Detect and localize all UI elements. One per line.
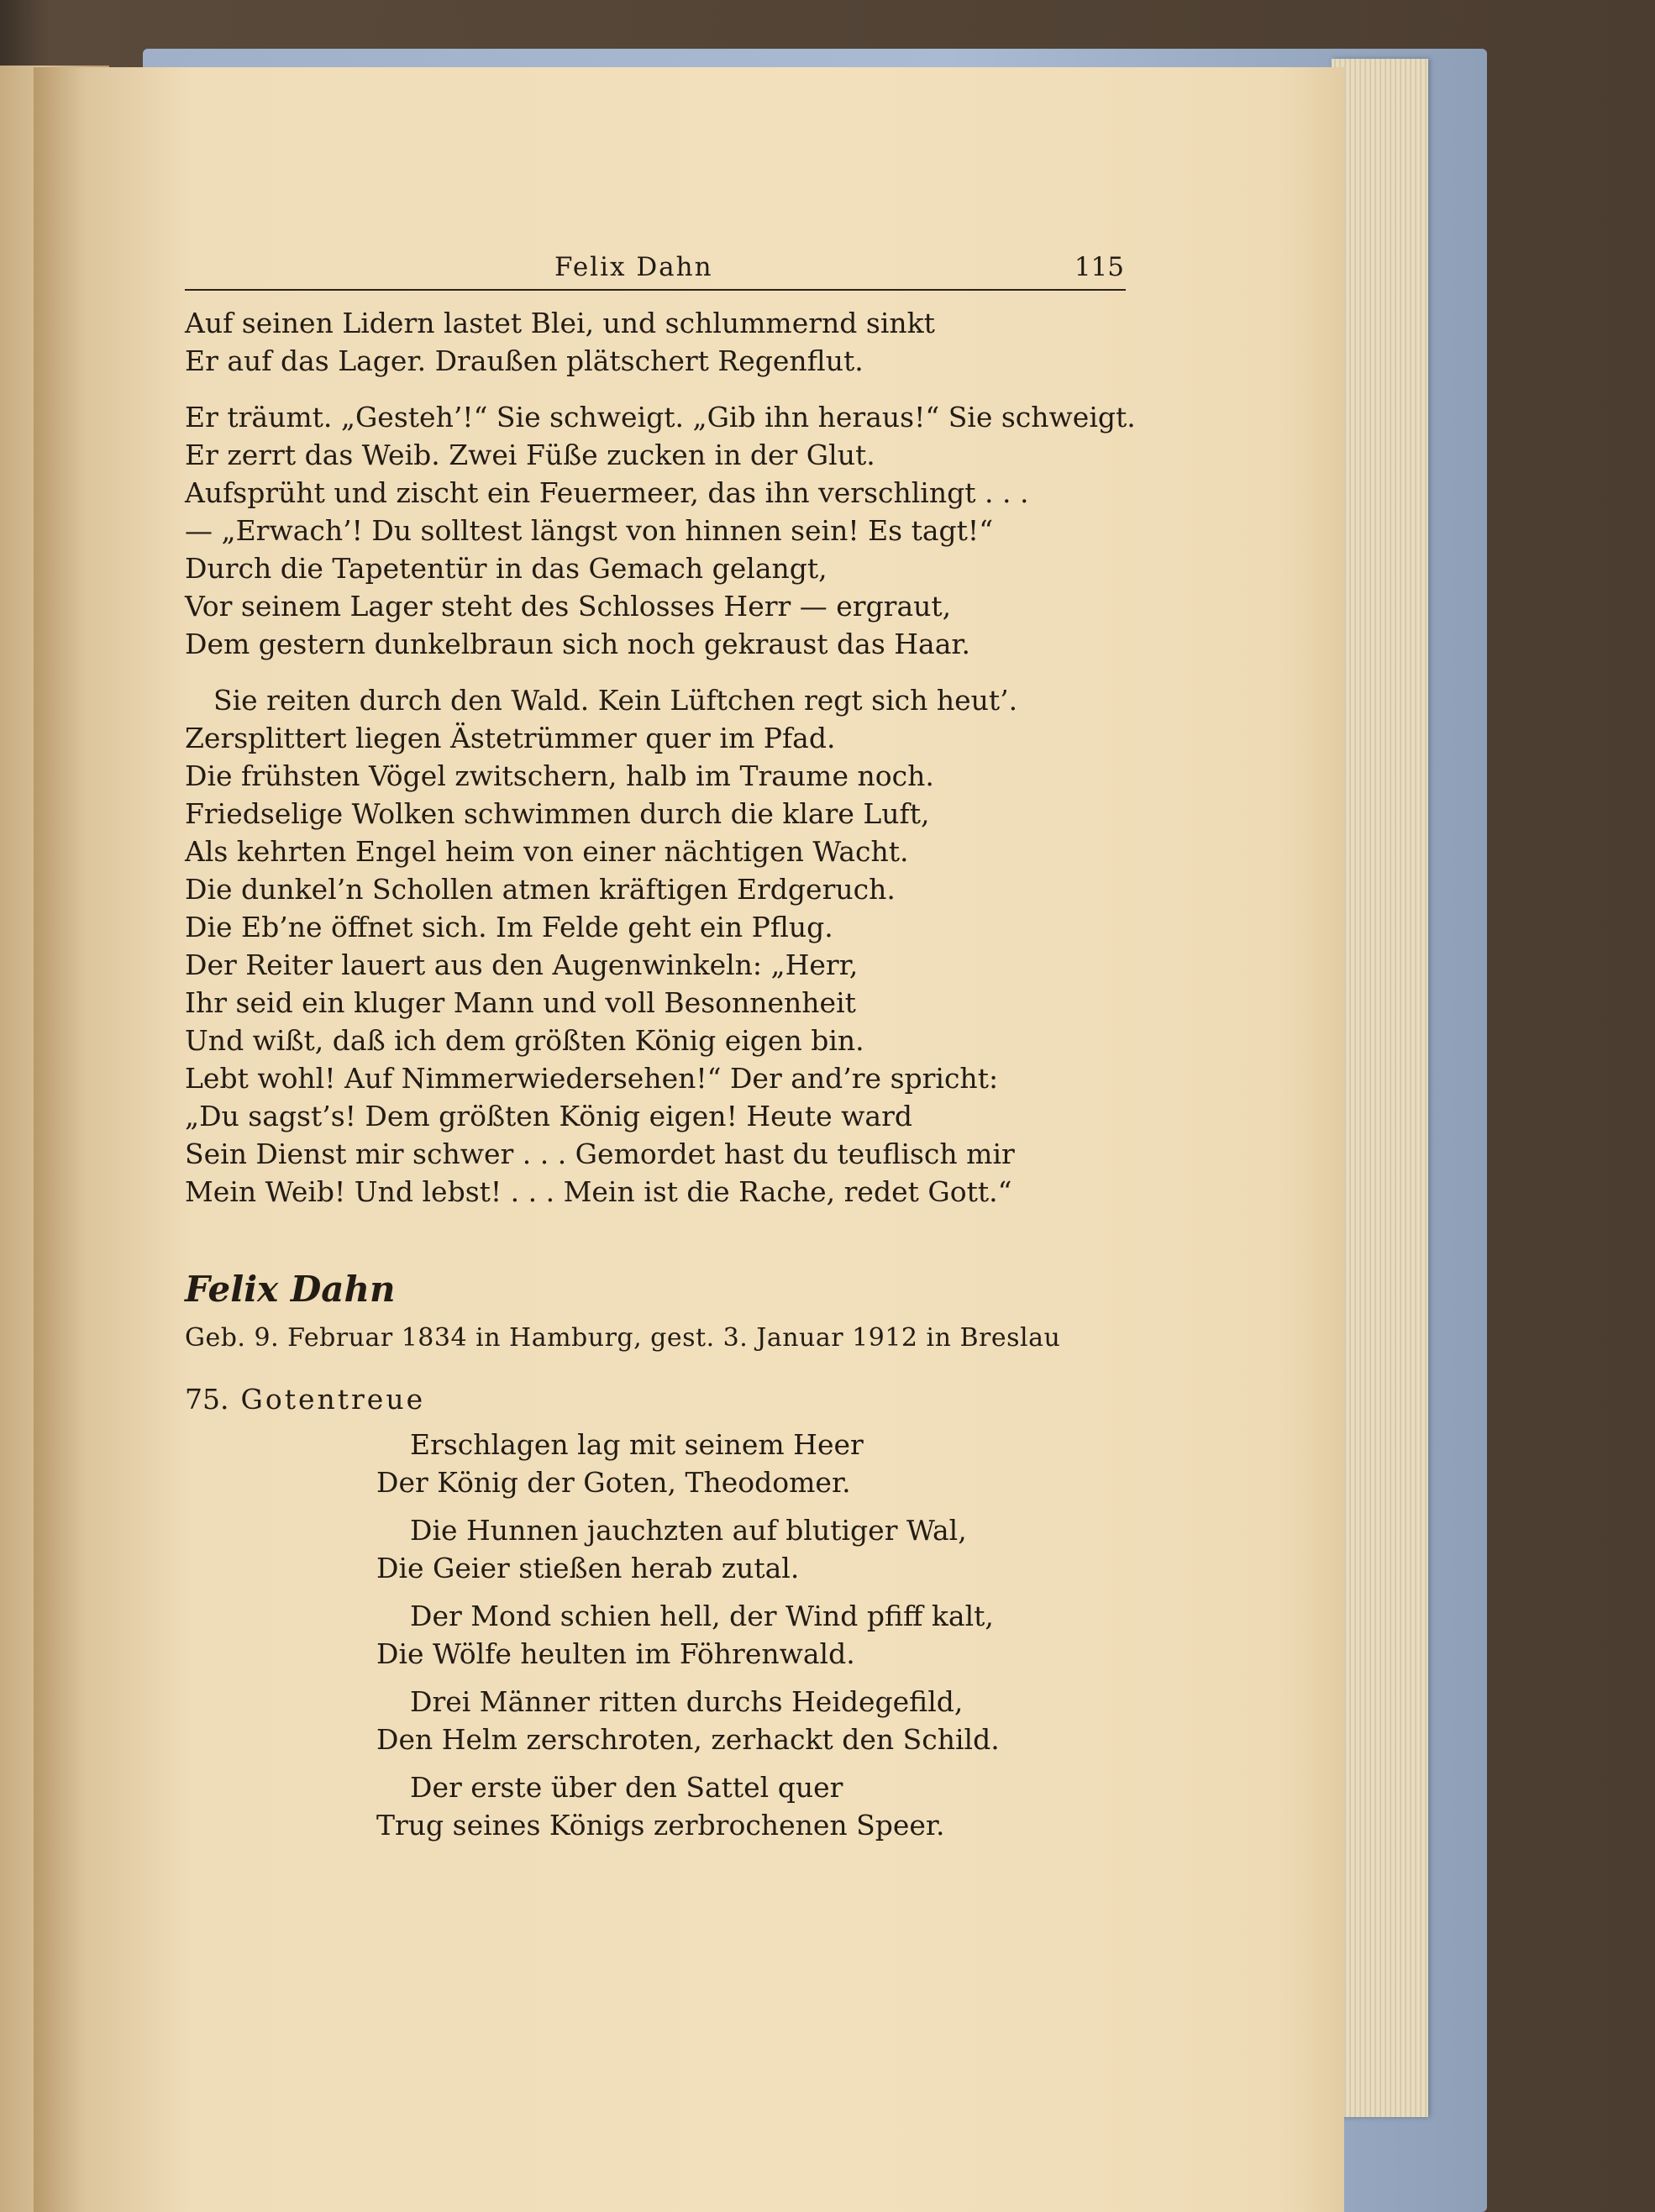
verse-line: Er auf das Lager. Draußen plätschert Regenflut. bbox=[185, 344, 864, 377]
verse-line: Zersplittert liegen Ästetrümmer quer im Pfad. bbox=[185, 722, 836, 754]
verse-line: Lebt wohl! Auf Nimmerwiedersehen!“ Der and’re spricht: bbox=[185, 1062, 999, 1095]
verse-line: Als kehrten Engel heim von einer nächtigen Wacht. bbox=[185, 835, 909, 868]
verse-line: Den Helm zerschroten, zerhackt den Schild. bbox=[376, 1723, 1000, 1756]
running-head bbox=[185, 235, 1126, 291]
verse-line: Der König der Goten, Theodomer. bbox=[376, 1466, 851, 1499]
verse-line: Die Wölfe heulten im Föhrenwald. bbox=[376, 1637, 855, 1670]
verse-line: Die dunkel’n Schollen atmen kräftigen Erdgeruch. bbox=[185, 873, 896, 906]
verse-line: Sein Dienst mir schwer . . . Gemordet hast du teuflisch mir bbox=[185, 1138, 1015, 1170]
verse-line: Er träumt. „Gesteh’!“ Sie schweigt. „Gib ihn heraus!“ Sie schweigt. bbox=[185, 401, 1136, 433]
poem-stanza bbox=[376, 1597, 1126, 1673]
author-dates: Geb. 9. Februar 1834 in Hamburg, gest. 3. Januar 1912 in Breslau bbox=[185, 1323, 1061, 1353]
poem-title bbox=[185, 1380, 1126, 1419]
verse-line: Der erste über den Sattel quer bbox=[410, 1771, 843, 1804]
verse-line: Dem gestern dunkelbraun sich noch gekraust das Haar. bbox=[185, 628, 971, 660]
book-page bbox=[34, 67, 1344, 2212]
verse-line: Drei Männer ritten durchs Heidegefild, bbox=[410, 1685, 964, 1718]
verse-line: Ihr seid ein kluger Mann und voll Besonnenheit bbox=[185, 986, 856, 1019]
verse-line: Durch die Tapetentür in das Gemach gelangt, bbox=[185, 552, 828, 585]
page-content bbox=[185, 235, 1136, 1854]
page-block-edges bbox=[1332, 59, 1428, 2117]
author-heading: Felix Dahn bbox=[185, 1269, 396, 1310]
running-head-title: Felix Dahn bbox=[554, 252, 713, 282]
verse-line: Mein Weib! Und lebst! . . . Mein ist die Rache, redet Gott.“ bbox=[185, 1175, 1012, 1208]
poem-stanza bbox=[376, 1426, 1126, 1501]
stanza-3 bbox=[185, 681, 1126, 1211]
verse-line: Aufsprüht und zischt ein Feuermeer, das ihn verschlingt . . . bbox=[185, 476, 1029, 509]
verse-line: Der Reiter lauert aus den Augenwinkeln: „Herr, bbox=[185, 948, 859, 981]
poem-number: 75. bbox=[185, 1383, 229, 1416]
verse-line: — „Erwach’! Du solltest längst von hinnen sein! Es tagt!“ bbox=[185, 514, 994, 547]
verse-line: Die Hunnen jauchzten auf blutiger Wal, bbox=[410, 1514, 967, 1547]
verse-line: Auf seinen Lidern lastet Blei, und schlummernd sinkt bbox=[185, 307, 935, 339]
verse-line: Die frühsten Vögel zwitschern, halb im Traume noch. bbox=[185, 759, 934, 792]
stanza-1 bbox=[185, 304, 1126, 380]
poem-title-text: Gotentreue bbox=[240, 1383, 426, 1416]
verse-line: „Du sagst’s! Dem größten König eigen! Heute ward bbox=[185, 1100, 912, 1132]
poem-stanza bbox=[376, 1768, 1126, 1844]
verse-line: Der Mond schien hell, der Wind pfiff kalt, bbox=[410, 1600, 994, 1632]
poem-stanza bbox=[376, 1683, 1126, 1758]
verse-line: Und wißt, daß ich dem größten König eigen bin. bbox=[185, 1024, 864, 1057]
verse-line: Die Eb’ne öffnet sich. Im Felde geht ein Pflug. bbox=[185, 911, 833, 943]
poem-stanza bbox=[376, 1511, 1126, 1587]
verse-line: Vor seinem Lager steht des Schlosses Herr — ergraut, bbox=[185, 590, 952, 623]
poem-body bbox=[376, 1426, 1126, 1844]
verse-line: Trug seines Königs zerbrochenen Speer. bbox=[376, 1809, 945, 1842]
stanza-2 bbox=[185, 398, 1136, 663]
verse-line: Friedselige Wolken schwimmen durch die klare Luft, bbox=[185, 797, 930, 830]
page-number: 115 bbox=[1074, 252, 1124, 282]
verse-line: Sie reiten durch den Wald. Kein Lüftchen regt sich heut’. bbox=[213, 684, 1018, 717]
verse-line: Die Geier stießen herab zutal. bbox=[376, 1552, 800, 1584]
verse-line: Er zerrt das Weib. Zwei Füße zucken in der Glut. bbox=[185, 439, 875, 471]
verse-line: Erschlagen lag mit seinem Heer bbox=[410, 1428, 864, 1461]
